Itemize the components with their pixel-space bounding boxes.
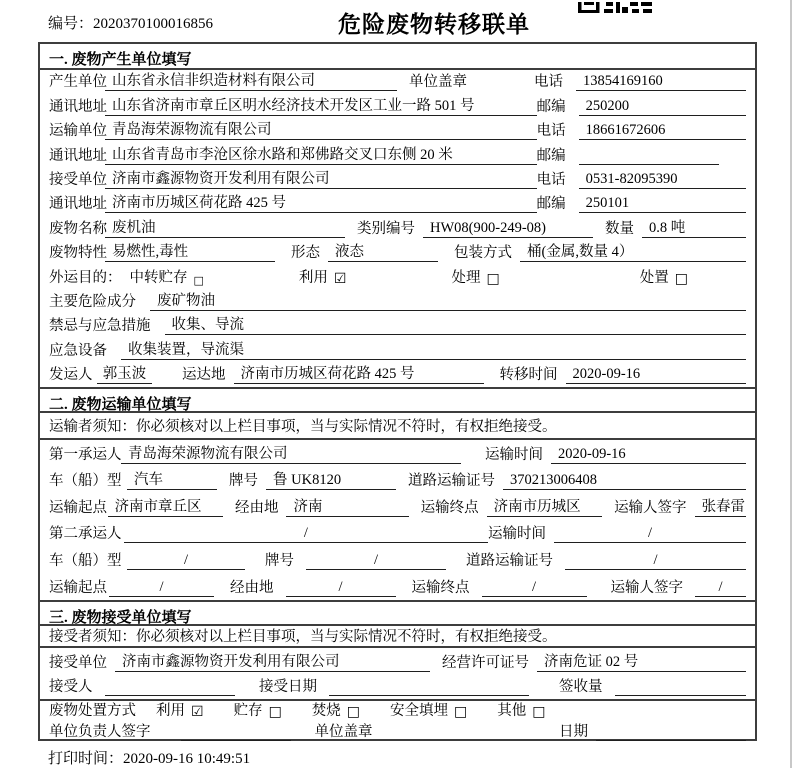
accept-person-label: 接受人 <box>49 678 93 695</box>
signed-quantity-label: 签收量 <box>559 678 603 695</box>
disposal-option-landfill: 安全填埋 <box>390 702 449 719</box>
vehicle-type-value: / <box>127 552 245 570</box>
terminus-label: 运输终点 <box>411 579 470 596</box>
qr-code-fragment-icon <box>578 0 652 11</box>
address-label: 通讯地址 <box>49 196 107 213</box>
phone-label: 电话 <box>536 171 566 188</box>
origin-label: 运输起点 <box>49 579 107 596</box>
waste-character-row <box>40 241 755 265</box>
transporter-phone-value: 18661672606 <box>579 122 746 140</box>
first-carrier-label: 第一承运人 <box>49 446 122 463</box>
section3-title: 三. 废物接受单位填写 <box>40 600 755 626</box>
destination-label: 运达地 <box>182 367 226 384</box>
vehicle-type-label: 车（船）型 <box>49 553 122 570</box>
transporter-address-value: 山东省青岛市李沧区徐水路和郑佛路交叉口东侧 20 米 <box>105 143 537 165</box>
origin-value: / <box>109 579 214 597</box>
receiver-label: 接受单位 <box>49 171 107 188</box>
terminus-value: / <box>482 579 587 597</box>
zip-label: 邮编 <box>536 147 566 164</box>
disposal-method-label: 废物处置方式 <box>49 702 136 719</box>
category-code-value: HW08(900-249-08) <box>423 220 593 238</box>
date-label: 日期 <box>559 723 588 740</box>
accept-person-row <box>40 675 755 701</box>
responsible-signature-row <box>40 723 755 744</box>
via-label: 经由地 <box>234 499 279 516</box>
receiver-address-row <box>40 192 755 216</box>
purpose-option-storage: 中转贮存 <box>129 269 188 286</box>
section-transporter <box>40 387 755 600</box>
checkbox-unchecked-icon: □ <box>486 270 500 287</box>
print-time-value: 2020-09-16 10:49:51 <box>123 751 251 767</box>
section-receiver <box>40 600 755 744</box>
accept-person-value <box>105 695 235 696</box>
transporter-address-row <box>40 143 755 167</box>
transport-time-value: / <box>554 525 746 543</box>
origin-label: 运输起点 <box>49 499 107 516</box>
second-carrier-label: 第二承运人 <box>49 526 122 543</box>
manifest-form <box>38 42 757 741</box>
print-time <box>48 747 250 768</box>
hazard-components-value: 废矿物油 <box>150 289 746 311</box>
license-label: 经营许可证号 <box>442 654 529 671</box>
transporter-label: 运输单位 <box>49 123 107 140</box>
producer-zip-value: 250200 <box>579 98 746 116</box>
plate-value: / <box>306 552 446 570</box>
checkbox-unchecked-icon: □ <box>674 270 688 287</box>
hazard-components-row <box>40 290 755 314</box>
vehicle-row-1 <box>40 467 755 494</box>
form-state-label: 形态 <box>291 245 320 262</box>
purpose-option-treat: 处理 <box>451 269 481 286</box>
transporter-notice: 运输者须知：你必须核对以上栏目事项，当与实际情况不符时，有权拒绝接受。 <box>40 413 755 440</box>
accept-unit-label: 接受单位 <box>49 654 107 671</box>
shipper-value: 郭玉波 <box>97 362 152 384</box>
transporter-row <box>40 119 755 143</box>
quantity-value: 0.8 吨 <box>642 216 746 238</box>
disposal-option-storage: 贮存 <box>233 702 263 719</box>
quantity-label: 数量 <box>605 220 634 237</box>
producer-value: 山东省永信非织造材料有限公司 <box>105 69 397 91</box>
packing-value: 桶(金属,数量 4） <box>520 240 746 262</box>
accept-date-value <box>329 695 529 696</box>
waste-character-value: 易燃性,毒性 <box>105 240 275 262</box>
producer-label: 产生单位 <box>49 74 107 91</box>
receiver-value: 济南市鑫源物资开发利用有限公司 <box>105 167 537 189</box>
transport-time-value: 2020-09-16 <box>551 446 746 464</box>
producer-phone-value: 13854169160 <box>576 73 746 91</box>
checkbox-unchecked-icon: □ <box>193 273 204 287</box>
transporter-zip-value <box>579 164 719 165</box>
checkbox-unchecked-icon: □ <box>454 703 468 720</box>
transfer-time-label: 转移时间 <box>499 367 558 384</box>
transport-time-label: 运输时间 <box>488 526 547 543</box>
plate-value: 鲁 UK8120 <box>266 468 396 490</box>
responsible-signature-label: 单位负责人签字 <box>49 723 151 740</box>
emergency-equipment-value: 收集装置，导流渠 <box>121 338 746 360</box>
disposal-option-incinerate: 焚烧 <box>311 702 341 719</box>
vehicle-row-2 <box>40 546 755 573</box>
emergency-measures-value: 收集、导流 <box>165 313 747 335</box>
vehicle-type-value: 汽车 <box>127 468 217 490</box>
section1-title: 一. 废物产生单位填写 <box>40 44 755 70</box>
transporter-value: 青岛海荣源物流有限公司 <box>105 118 537 140</box>
address-label: 通讯地址 <box>49 147 107 164</box>
road-permit-value: / <box>565 552 746 570</box>
disposal-option-use: 利用 <box>156 702 185 719</box>
serial-label: 编号： <box>48 16 94 32</box>
phone-label: 电话 <box>534 74 563 91</box>
accept-unit-value: 济南市鑫源物资开发利用有限公司 <box>115 650 430 672</box>
first-carrier-value: 青岛海荣源物流有限公司 <box>121 442 461 464</box>
section2-title: 二. 废物运输单位填写 <box>40 387 755 413</box>
carrier-signature-label: 运输人签字 <box>614 499 687 516</box>
emergency-equipment-row <box>40 338 755 362</box>
carrier-signature-label: 运输人签字 <box>610 579 683 596</box>
transfer-purpose-row <box>40 265 755 289</box>
plate-label: 牌号 <box>265 553 294 570</box>
date-value <box>596 740 746 741</box>
checkbox-unchecked-icon: □ <box>532 703 546 720</box>
emergency-measures-row <box>40 314 755 338</box>
origin-value: 济南市章丘区 <box>108 495 223 517</box>
form-state-value: 液态 <box>328 240 438 262</box>
hazard-components-label: 主要危险成分 <box>49 293 136 310</box>
via-label: 经由地 <box>230 579 274 596</box>
page-title: 危险废物转移联单 <box>338 12 530 37</box>
receiver-zip-value: 250101 <box>579 195 746 213</box>
unit-stamp-label: 单位盖章 <box>409 74 467 91</box>
purpose-option-use: 利用 <box>298 269 328 286</box>
unit-stamp-label: 单位盖章 <box>314 723 373 740</box>
accept-unit-row <box>40 648 755 675</box>
receiver-phone-value: 0531-82095390 <box>579 171 746 189</box>
zip-label: 邮编 <box>536 196 566 213</box>
serial-value: 2020370100016856 <box>93 16 214 32</box>
page-edge-line <box>790 0 792 768</box>
emergency-measures-label: 禁忌与应急措施 <box>49 318 151 335</box>
terminus-value: 济南市历城区 <box>487 495 602 517</box>
print-time-label: 打印时间： <box>48 751 124 767</box>
route-row-2 <box>40 573 755 600</box>
receiver-address-value: 济南市历城区荷花路 425 号 <box>105 191 537 213</box>
receiver-row <box>40 168 755 192</box>
producer-address-value: 山东省济南市章丘区明水经济技术开发区工业一路 501 号 <box>105 94 537 116</box>
disposal-option-other: 其他 <box>497 702 527 719</box>
via-value: / <box>286 579 396 597</box>
carrier-signature-value: 张春雷 <box>695 495 746 517</box>
category-code-label: 类别编号 <box>357 220 415 237</box>
purpose-option-dispose: 处置 <box>639 269 669 286</box>
terminus-label: 运输终点 <box>420 499 479 516</box>
emergency-equipment-label: 应急设备 <box>49 342 107 359</box>
waste-name-label: 废物名称 <box>49 220 107 237</box>
transfer-purpose-label: 外运目的： <box>49 269 122 286</box>
second-carrier-row <box>40 520 755 547</box>
route-row-1 <box>40 493 755 520</box>
via-value: 济南 <box>286 495 408 517</box>
phone-label: 电话 <box>536 123 566 140</box>
road-permit-label: 道路运输证号 <box>408 473 495 490</box>
checkbox-checked-icon: ☑ <box>333 270 347 287</box>
waste-name-row <box>40 216 755 240</box>
responsible-signature-value <box>181 740 291 741</box>
license-value: 济南危证 02 号 <box>537 650 746 672</box>
waste-character-label: 废物特性 <box>49 245 107 262</box>
shipper-row <box>40 363 755 387</box>
vehicle-type-label: 车（船）型 <box>49 473 122 490</box>
receiver-notice: 接受者须知：你必须核对以上栏目事项，当与实际情况不符时，有权拒绝接受。 <box>40 626 755 648</box>
packing-label: 包装方式 <box>454 245 512 262</box>
road-permit-label: 道路运输证号 <box>466 553 553 570</box>
accept-date-label: 接受日期 <box>259 678 317 695</box>
producer-address-row <box>40 94 755 118</box>
checkbox-unchecked-icon: □ <box>268 703 282 720</box>
road-permit-value: 370213006408 <box>503 472 746 490</box>
zip-label: 邮编 <box>536 98 566 115</box>
destination-value: 济南市历城区荷花路 425 号 <box>234 362 484 384</box>
signed-quantity-value <box>615 695 747 696</box>
second-carrier-value: / <box>124 525 488 543</box>
waste-name-value: 废机油 <box>105 216 345 238</box>
section-producer <box>40 44 755 387</box>
transport-time-label: 运输时间 <box>485 446 543 463</box>
checkbox-checked-icon: ☑ <box>191 703 204 720</box>
shipper-label: 发运人 <box>49 367 93 384</box>
carrier-signature-value: / <box>695 579 746 597</box>
transfer-time-value: 2020-09-16 <box>566 366 747 384</box>
checkbox-unchecked-icon: □ <box>346 703 361 720</box>
producer-row <box>40 70 755 94</box>
address-label: 通讯地址 <box>49 98 107 115</box>
plate-label: 牌号 <box>229 473 258 490</box>
first-carrier-row <box>40 440 755 467</box>
